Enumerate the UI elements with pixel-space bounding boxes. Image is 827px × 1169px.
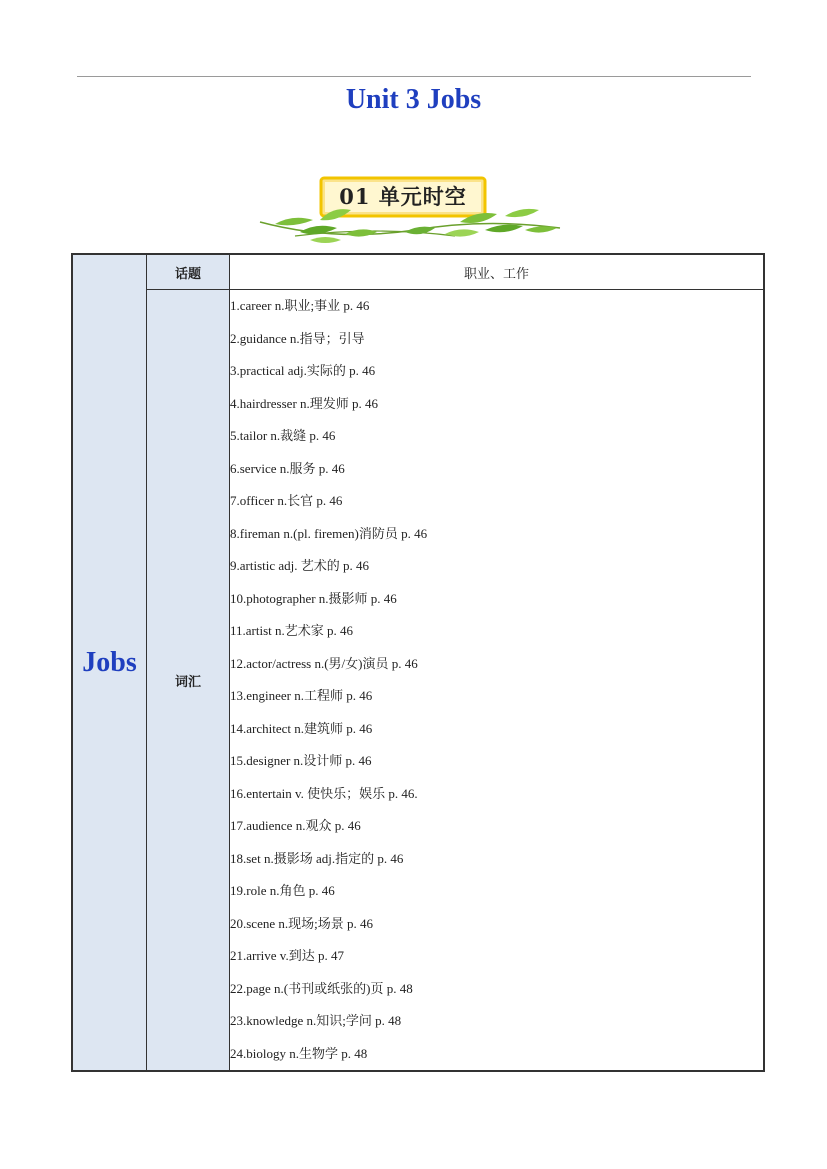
header-rule (77, 76, 751, 77)
vocab-item: 8.fireman n.(pl. firemen)消防员 p. 46 (230, 525, 428, 541)
vocab-item: 10.photographer n.摄影师 p. 46 (230, 590, 397, 606)
topic-row (72, 254, 764, 290)
vocab-label-cell: 词汇 (147, 290, 230, 1072)
vocab-list (230, 290, 763, 1070)
vocab-item: 5.tailor n.裁缝 p. 46 (230, 428, 336, 443)
document-title: Unit 3 Jobs (345, 84, 482, 115)
vocab-item: 9.artistic adj. 艺术的 p. 46 (230, 558, 370, 573)
topic-value-cell: 职业、工作 (230, 254, 765, 290)
vocab-item: 16.entertain v. 使快乐；娱乐 p. 46. (230, 785, 418, 801)
banner-label: 01 单元时空 (339, 184, 467, 209)
topic-label-cell: 话题 (147, 254, 230, 290)
vocab-item: 15.designer n.设计师 p. 46 (230, 753, 372, 768)
vocab-item: 20.scene n.现场;场景 p. 46 (230, 915, 373, 931)
vocab-item: 1.career n.职业;事业 p. 46 (230, 298, 370, 313)
vocab-item: 17.audience n.观众 p. 46 (230, 818, 361, 833)
vocab-item: 12.actor/actress n.(男/女)演员 p. 46 (230, 655, 418, 671)
vocab-item: 11.artist n.艺术家 p. 46 (230, 623, 354, 638)
unit-summary-table (71, 253, 765, 1072)
vocab-item: 2.guidance n.指导；引导 (230, 330, 365, 346)
topic-column-cell (72, 254, 147, 1071)
vocab-item: 14.architect n.建筑师 p. 46 (230, 720, 373, 736)
vocab-item: 13.engineer n.工程师 p. 46 (230, 688, 373, 703)
vocab-item: 23.knowledge n.知识;学问 p. 48 (230, 1013, 402, 1028)
vocab-item: 19.role n.角色 p. 46 (230, 883, 335, 898)
vocab-item: 21.arrive v.到达 p. 47 (230, 948, 344, 963)
vocab-item: 6.service n.服务 p. 46 (230, 460, 345, 476)
section-banner (255, 170, 565, 248)
vocab-item: 18.set n.摄影场 adj.指定的 p. 46 (230, 850, 404, 866)
vocab-row (72, 290, 764, 1072)
vocab-item: 7.officer n.长官 p. 46 (230, 493, 343, 508)
vocab-item: 22.page n.(书刊或纸张的)页 p. 48 (230, 980, 413, 996)
topic-column-label: Jobs (82, 646, 137, 678)
vocab-item: 4.hairdresser n.理发师 p. 46 (230, 395, 379, 411)
vocab-item: 3.practical adj.实际的 p. 46 (230, 363, 376, 378)
vocab-list-cell (230, 290, 765, 1072)
vocab-item: 24.biology n.生物学 p. 48 (230, 1045, 368, 1061)
